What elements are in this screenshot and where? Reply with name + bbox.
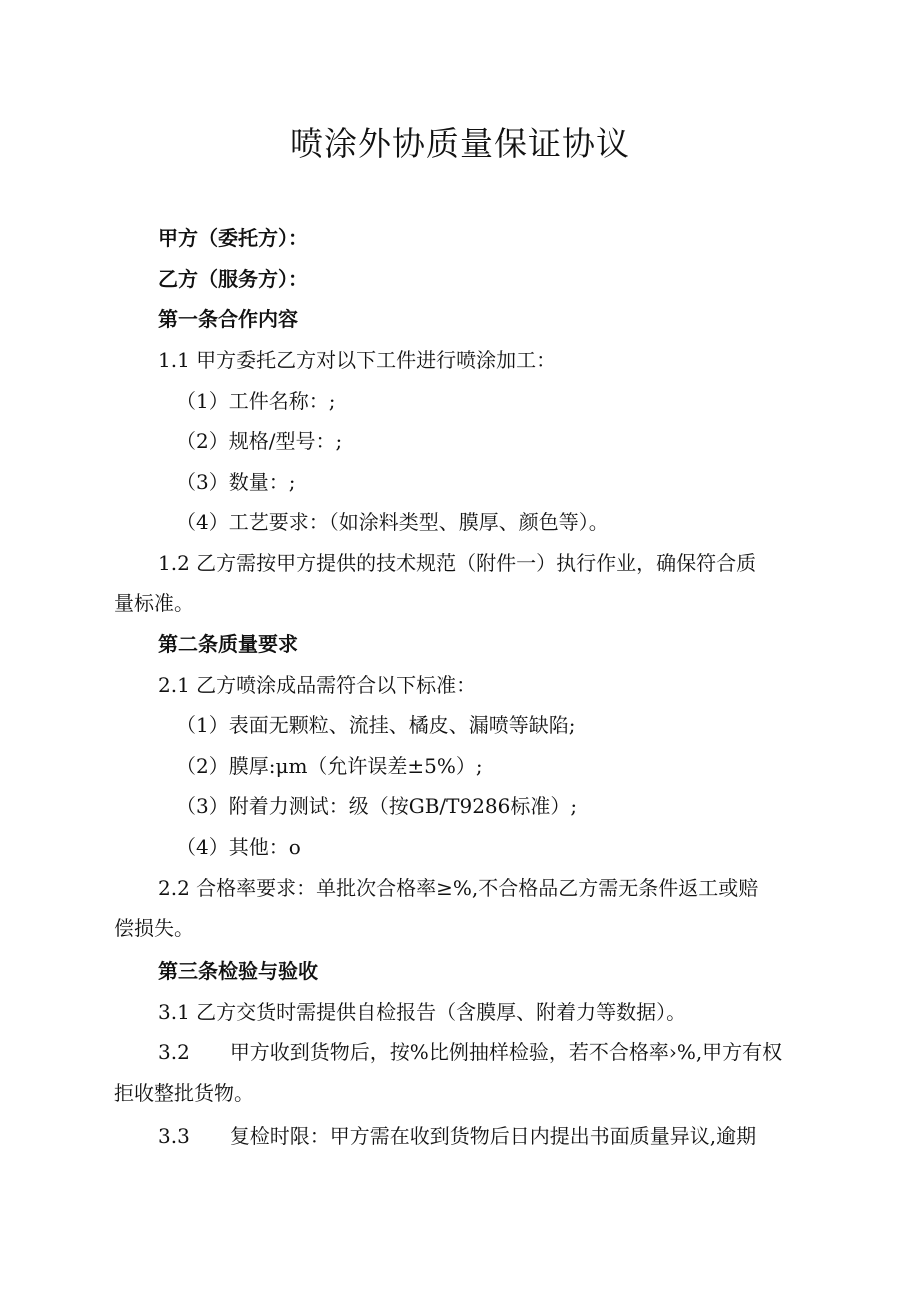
clause-3-2-line-2: 拒收整批货物。 — [114, 1081, 254, 1105]
clause-1-1-item-2: （2）规格/型号：; — [176, 429, 343, 453]
clause-3-2-text: 甲方收到货物后，按%比例抽样检验，若不合格率›%,甲方有权 — [229, 1040, 783, 1064]
clause-3-3-number: 3.3 — [158, 1124, 190, 1148]
clause-2-1-item-2: （2）膜厚:μm（允许误差±5%）; — [176, 754, 483, 778]
article-3-heading: 第三条检验与验收 — [158, 959, 318, 983]
party-b-label: 乙方（服务方）： — [158, 267, 308, 291]
document-title: 喷涂外协质量保证协议 — [290, 124, 630, 163]
clause-2-1-item-1: （1）表面无颗粒、流挂、橘皮、漏喷等缺陷; — [176, 713, 576, 737]
article-2-heading: 第二条质量要求 — [158, 632, 298, 656]
clause-1-1-item-1: （1）工件名称：; — [176, 389, 336, 413]
clause-3-2-line-1 — [158, 1032, 920, 1072]
clause-1-2-line-2: 量标准。 — [114, 591, 194, 615]
clause-3-2-number: 3.2 — [158, 1040, 190, 1064]
clause-3-1: 3.1 乙方交货时需提供自检报告（含膜厚、附着力等数据）。 — [158, 1000, 687, 1024]
clause-1-2-line-1: 1.2 乙方需按甲方提供的技术规范（附件一）执行作业，确保符合质 — [158, 551, 757, 575]
clause-2-1: 2.1 乙方喷涂成品需符合以下标准： — [158, 673, 477, 697]
clause-2-1-item-4: （4）其他：o — [176, 835, 301, 859]
clause-2-2-line-2: 偿损失。 — [114, 916, 194, 940]
clause-3-3-line-1 — [158, 1116, 920, 1156]
clause-1-1-item-3: （3）数量：; — [176, 470, 296, 494]
clause-1-1: 1.1 甲方委托乙方对以下工件进行喷涂加工： — [158, 348, 557, 372]
clause-3-3-text: 复检时限：甲方需在收到货物后日内提出书面质量异议,逾期 — [229, 1124, 757, 1148]
clause-1-1-item-4: （4）工艺要求：（如涂料类型、膜厚、颜色等）。 — [176, 510, 609, 534]
clause-2-1-item-3: （3）附着力测试：级（按GB/T9286标准）; — [176, 794, 578, 818]
article-1-heading: 第一条合作内容 — [158, 307, 298, 331]
clause-2-2-line-1: 2.2 合格率要求：单批次合格率≥%,不合格品乙方需无条件返工或赔 — [158, 876, 759, 900]
party-a-label: 甲方（委托方）： — [158, 226, 308, 250]
